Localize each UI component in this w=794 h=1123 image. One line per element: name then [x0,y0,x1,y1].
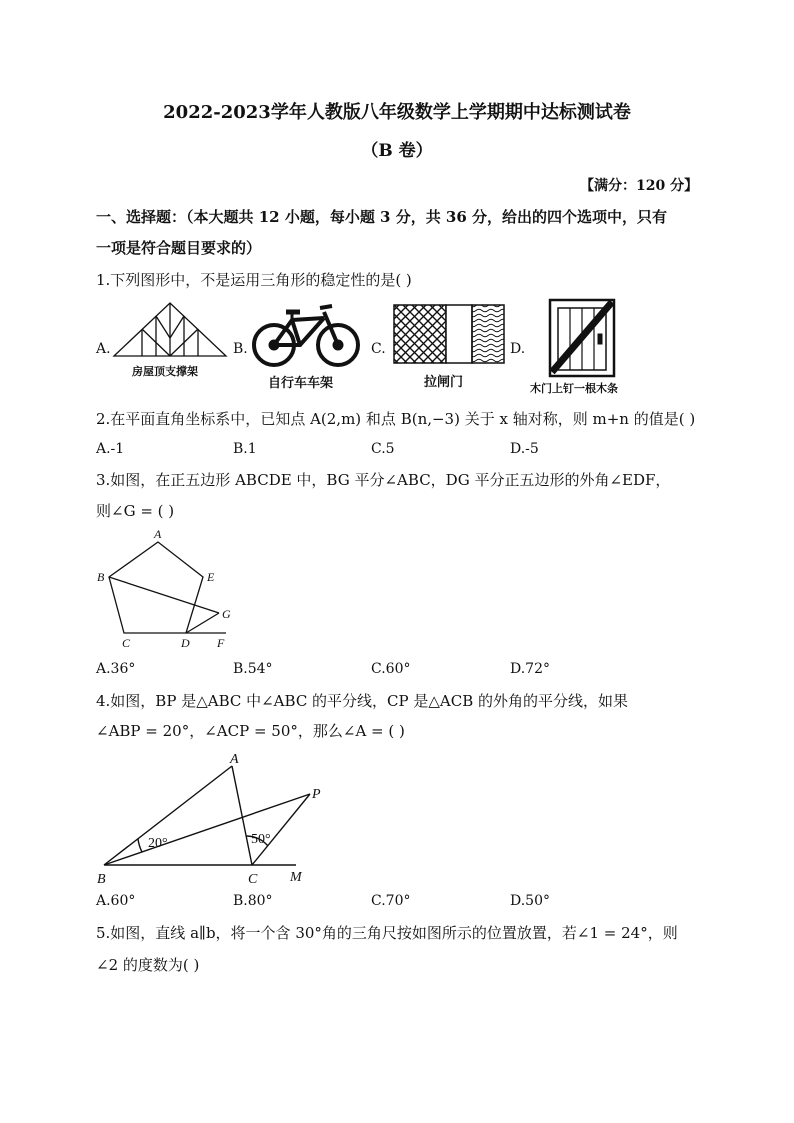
page-title: 2022-2023学年人教版八年级数学上学期期中达标测试卷 [163,102,631,123]
q4-option-a: A.60° [96,893,136,909]
full-score: 【满分：120 分】 [580,178,699,194]
q2-option-d: D.-5 [510,441,539,457]
triangle-label-m: M [290,870,302,885]
q2-option-c: C.5 [371,441,395,457]
q3-option-a: A.36° [96,661,136,677]
question-5-stem-line1: 5.如图，直线 a∥b，将一个含 30°角的三角尺按如图所示的位置放置，若∠1 = 24°，则 [96,924,678,942]
q1-option-a-caption: 房屋顶支撑架 [132,365,198,378]
q1-option-c-letter: C. [371,341,386,357]
q1-option-a-letter: A. [96,341,111,357]
question-3-stem-line2: 则∠G = ( ) [96,502,175,520]
q3-option-c: C.60° [371,661,411,677]
pentagon-label-f: F [217,636,225,650]
page-subtitle: （B 卷） [361,141,433,161]
q1-option-d-caption: 木门上钉一根木条 [530,382,618,395]
section-heading-line1: 一、选择题：（本大题共 12 小题，每小题 3 分，共 36 分，给出的四个选项中，只有 [96,208,668,226]
q4-option-d: D.50° [510,893,550,909]
q1-option-b-letter: B. [233,341,248,357]
angle-50-label: 50° [251,832,271,847]
question-1-stem: 1.下列图形中，不是运用三角形的稳定性的是( ) [96,271,412,289]
triangle-label-c: C [248,872,258,887]
q1-option-b-caption: 自行车车架 [268,376,334,391]
q3-option-d: D.72° [510,661,550,677]
triangle-label-b: B [97,872,106,887]
question-3-stem-line1: 3.如图，在正五边形 ABCDE 中，BG 平分∠ABC，DG 平分正五边形的外角∠EDF， [96,471,671,489]
pentagon-label-e: E [207,570,215,584]
pentagon-label-g: G [222,607,231,621]
q2-option-b: B.1 [233,441,257,457]
q3-option-b: B.54° [233,661,273,677]
pentagon-label-c: C [122,636,131,650]
question-2-stem: 2.在平面直角坐标系中，已知点 A(2,m) 和点 B(n,−3) 关于 x 轴对称，则 m+n 的值是( ) [96,410,696,428]
pentagon-label-b: B [97,570,105,584]
q4-option-b: B.80° [233,893,273,909]
angle-20-label: 20° [148,836,168,851]
question-4-stem-line1: 4.如图，BP 是△ABC 中∠ABC 的平分线，CP 是△ACB 的外角的平分线，如果 [96,692,629,710]
q4-option-c: C.70° [371,893,411,909]
q2-option-a: A.-1 [96,441,125,457]
q1-option-d-letter: D. [510,341,526,357]
pentagon-label-a: A [154,527,162,541]
question-4-stem-line2: ∠ABP = 20°，∠ACP = 50°，那么∠A = ( ) [96,722,405,740]
triangle-label-p: P [312,787,321,802]
section-heading-line2: 一项是符合题目要求的） [96,239,262,257]
pentagon-label-d: D [181,636,190,650]
q1-option-c-caption: 拉闸门 [424,375,464,390]
question-5-stem-line2: ∠2 的度数为( ) [96,956,200,974]
triangle-label-a: A [230,752,239,767]
